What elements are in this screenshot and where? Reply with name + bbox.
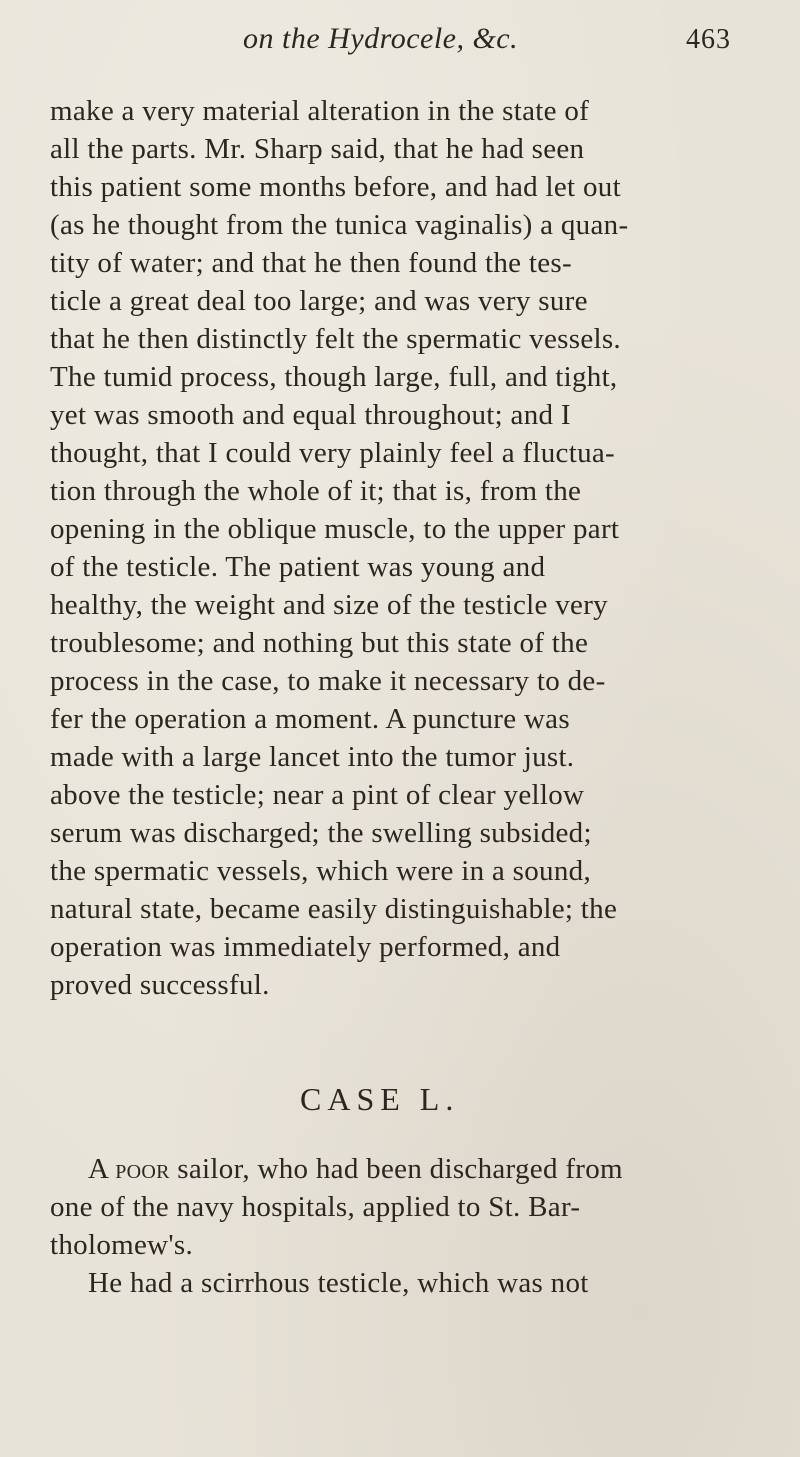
text-line: He had a scirrhous testicle, which was not <box>88 1267 589 1299</box>
text-line: tholomew's. <box>50 1229 194 1261</box>
text-line: the spermatic vessels, which were in a sound, <box>50 855 591 887</box>
text-line: The tumid process, though large, full, and tight, <box>50 361 618 393</box>
text-line: all the parts. Mr. Sharp said, that he had seen <box>50 133 585 165</box>
text-line: troublesome; and nothing but this state of the <box>50 627 589 659</box>
text-line: natural state, became easily distinguishable; the <box>50 893 618 925</box>
text-line <box>88 1152 623 1186</box>
page-number: 463 <box>686 24 731 55</box>
text-line: of the testicle. The patient was young and <box>50 551 546 583</box>
text-line: that he then distinctly felt the spermatic vessels. <box>50 323 621 355</box>
lead-in-words: A poor <box>88 1153 170 1185</box>
text-line: opening in the oblique muscle, to the upper part <box>50 513 620 545</box>
text-line: this patient some months before, and had let out <box>50 171 621 203</box>
text-line: tity of water; and that he then found the tes- <box>50 247 572 279</box>
running-head: on the Hydrocele, &c. <box>243 22 519 55</box>
text-line: above the testicle; near a pint of clear yellow <box>50 779 585 811</box>
text-line: yet was smooth and equal throughout; and I <box>50 399 571 431</box>
text-line: make a very material alteration in the state of <box>50 95 590 127</box>
text-line: made with a large lancet into the tumor just. <box>50 741 575 773</box>
text-line: fer the operation a moment. A puncture was <box>50 703 570 735</box>
text-line: tion through the whole of it; that is, from the <box>50 475 582 507</box>
text-line: operation was immediately performed, and <box>50 931 561 963</box>
text-line: one of the navy hospitals, applied to St. Bar- <box>50 1191 581 1223</box>
text-line: (as he thought from the tunica vaginalis) a quan- <box>50 209 629 241</box>
text-line: thought, that I could very plainly feel a fluctua- <box>50 437 616 469</box>
text-line: ticle a great deal too large; and was very sure <box>50 285 588 317</box>
case-heading: CASE L. <box>300 1081 460 1117</box>
line-rest: sailor, who had been discharged from <box>169 1153 623 1185</box>
text-line: healthy, the weight and size of the testicle very <box>50 589 608 621</box>
text-line: proved successful. <box>50 969 270 1001</box>
text-line: serum was discharged; the swelling subsided; <box>50 817 592 849</box>
page-header <box>0 22 800 62</box>
text-line: process in the case, to make it necessary to de- <box>50 665 606 697</box>
